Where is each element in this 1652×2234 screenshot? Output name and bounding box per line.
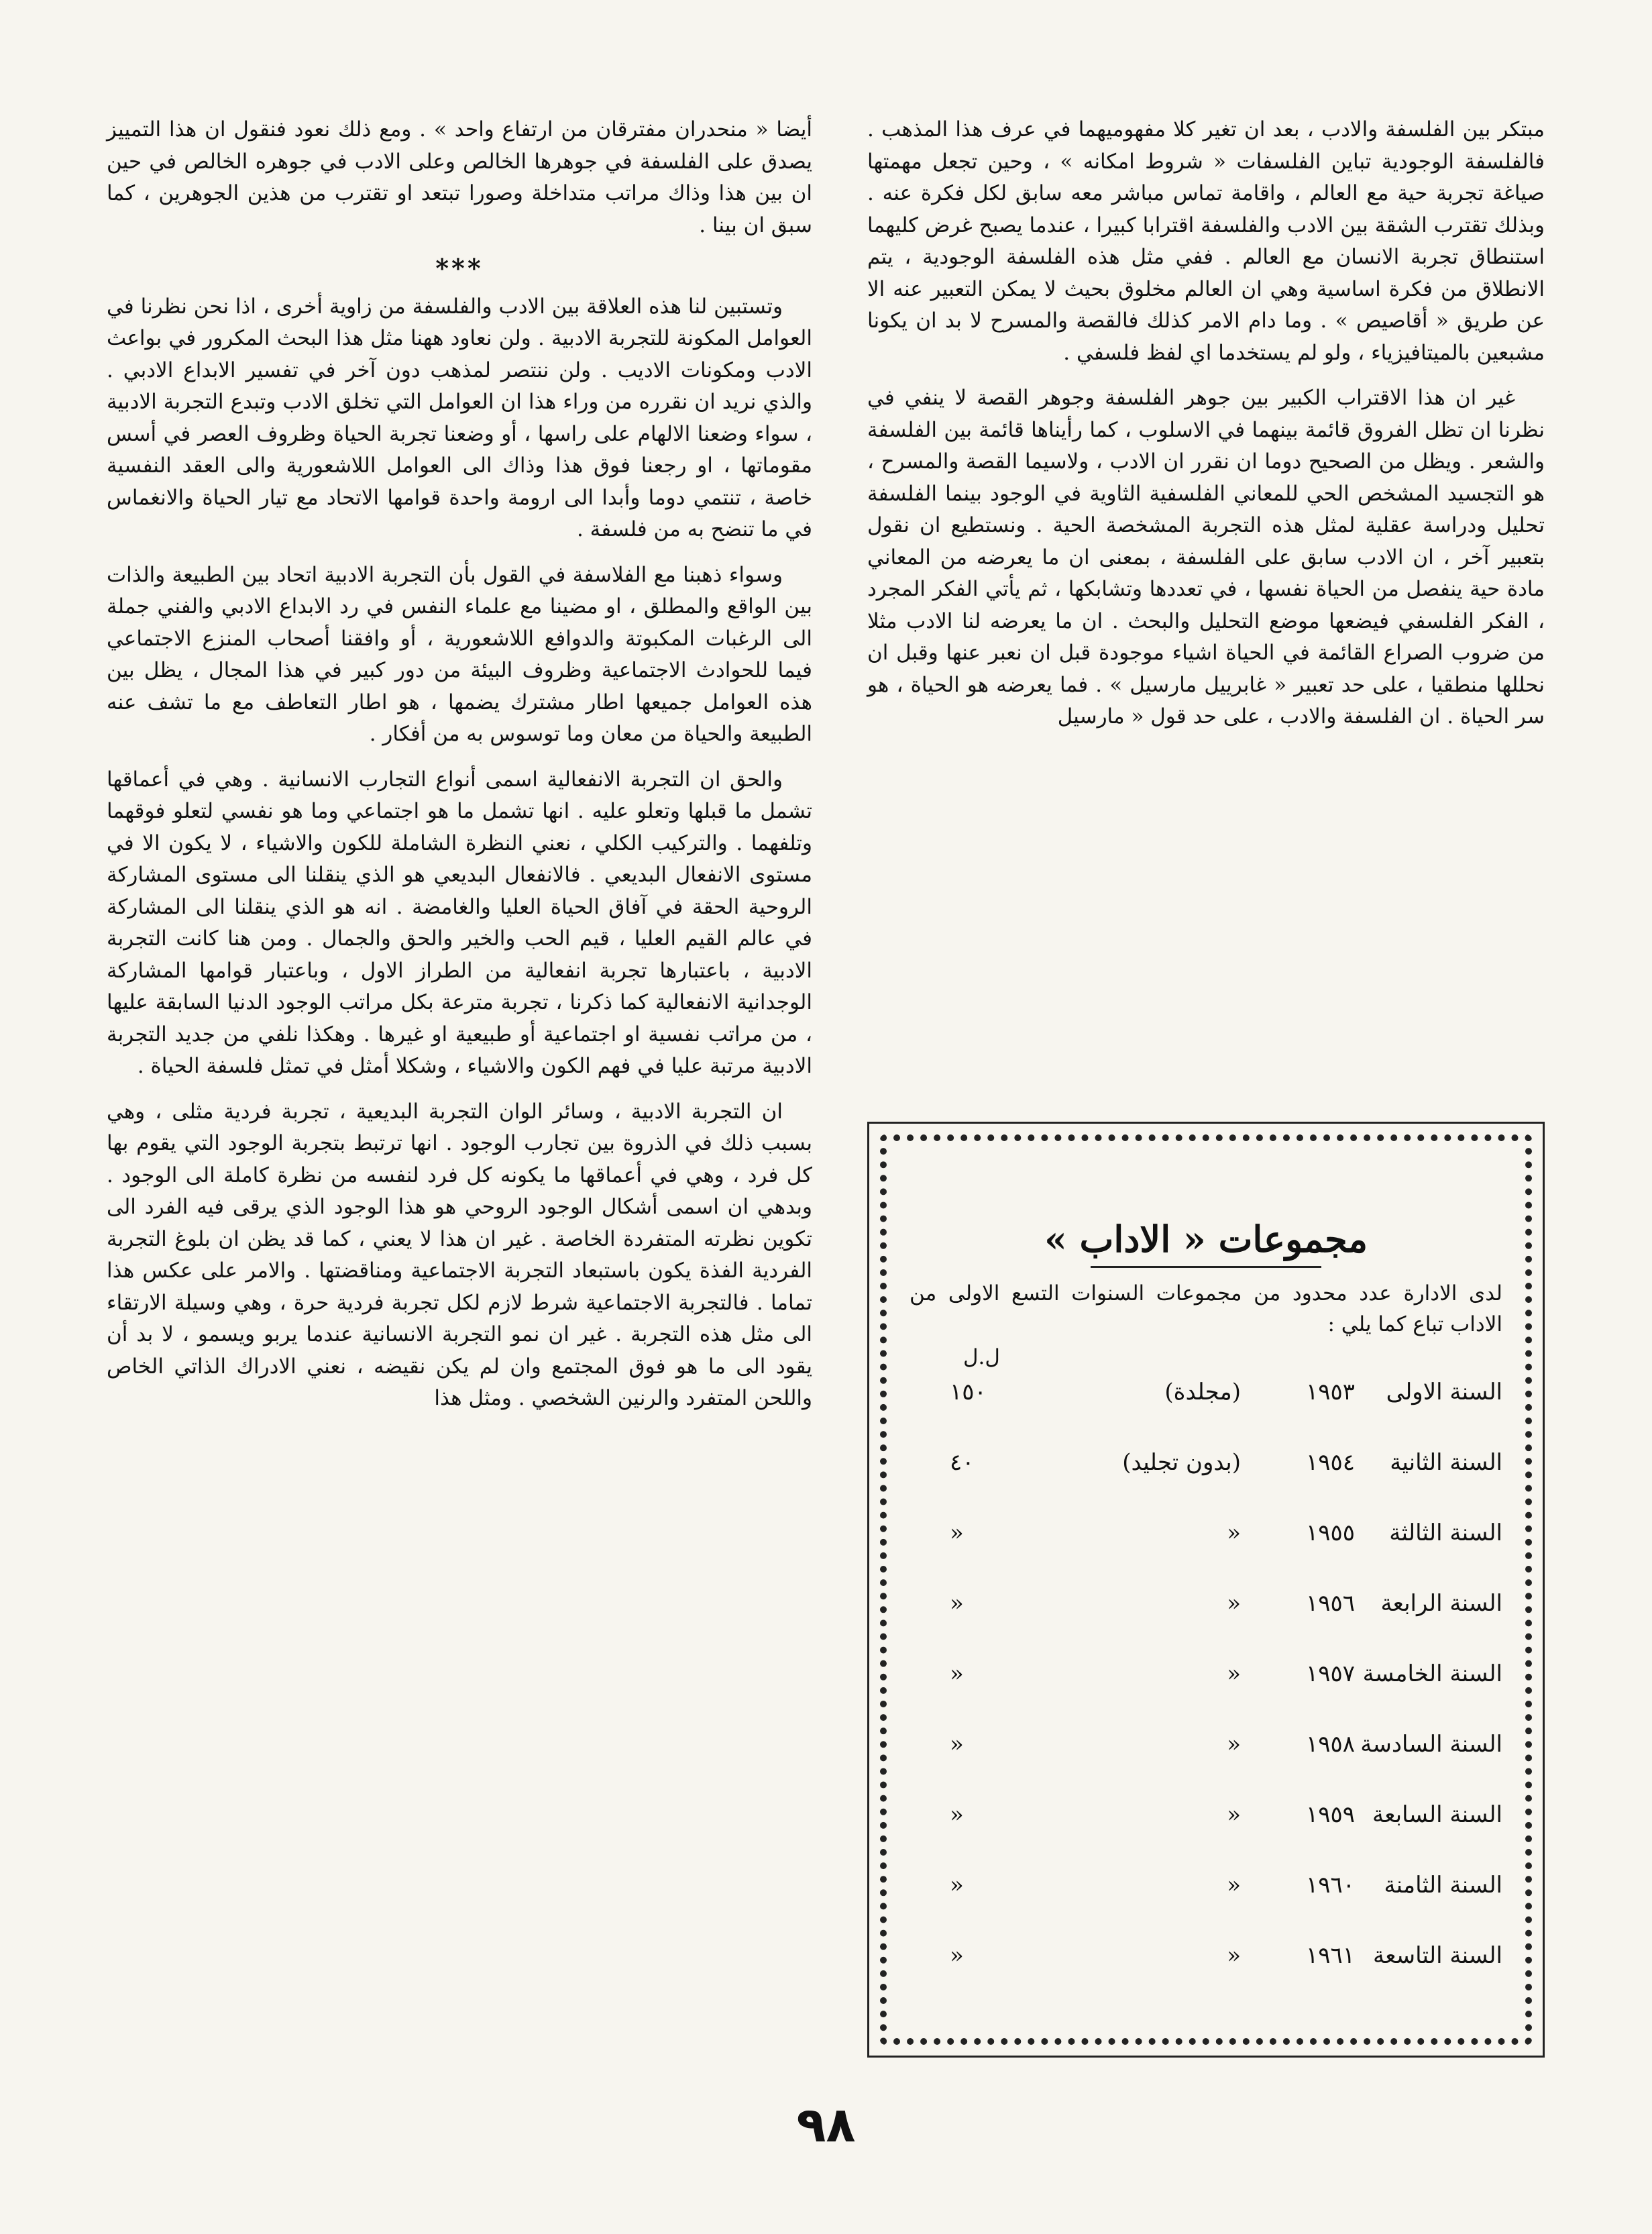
price: « — [950, 1520, 964, 1546]
price-row — [923, 1654, 1502, 1694]
year-number: ١٩٥٤ — [1305, 1449, 1355, 1476]
collections-ad-box — [867, 1122, 1545, 2058]
price-row — [923, 1513, 1502, 1553]
left-paragraph: وتستبين لنا هذه العلاقة بين الادب والفلسفة من زاوية أخرى ، اذا نحن نظرنا في العوامل المكونة للتجربة الادبية . ولن نعاود ههنا مثل هذا البحث المكرور في بواعث الادب ومكونات الاديب . ولن ننتصر لمذهب دون آخر في تفسير الابداع الادبي . والذي نريد ان نقرره من وراء هذا ان العوامل التي تخلق الادب وتبدع التجربة الادبية ، سواء وضعنا الالهام على راسها ، أو وضعنا تجربة الحياة وظروف العصر في أسس مقوماتها ، او رجعنا فوق هذا وذاك الى العوامل اللاشعورية والى العقد النفسية خاصة ، تنتمي دوما وأبدا الى ارومة واحدة قوامها الاتحاد مع تيار الحياة والانغماس في ما تنضح به من فلسفة . — [107, 294, 812, 541]
year-label: السنة السابعة — [1372, 1801, 1502, 1828]
binding-note: (مجلدة) — [1164, 1379, 1241, 1405]
binding-note: « — [1227, 1801, 1241, 1828]
year-label: السنة الثالثة — [1389, 1520, 1502, 1546]
price-row — [923, 1935, 1502, 1976]
binding-note: « — [1227, 1872, 1241, 1899]
binding-note: (بدون تجليد) — [1122, 1449, 1241, 1476]
binding-note: « — [1227, 1590, 1241, 1617]
price-row — [923, 1724, 1502, 1764]
left-paragraph: وسواء ذهبنا مع الفلاسفة في القول بأن التجربة الادبية اتحاد بين الطبيعة والذات بين الواقع والمطلق ، او مضينا مع علماء النفس في رد الابداع الادبي والفني جملة الى الرغبات المكبوتة والدوافع اللاشعورية ، أو وافقنا أصحاب المنزع الاجتماعي فيما للحوادث الاجتماعية وظروف البيئة من دور كبير في هذا المجال ، يظل بين هذه العوامل جميعها اطار مشترك يضمها ، هو اطار التعاطف مع ما تشف عنه الطبيعة والحياة من معان وما توسوس به من أفكار . — [107, 562, 812, 746]
left-opening-paragraph: أيضا « منحدران مفترقان من ارتفاع واحد » . ومع ذلك نعود فنقول ان هذا التمييز يصدق على الفلسفة في جوهرها الخالص وعلى الادب في جوهره الخالص في حين ان بين هذا وذاك مراتب متداخلة وصورا تبتعد او تقترب من هذين الجوهرين ، كما سبق ان بينا . — [107, 117, 812, 237]
right-paragraph: مبتكر بين الفلسفة والادب ، بعد ان تغير كلا مفهوميهما في عرف هذا المذهب . فالفلسفة الوجودية تباين الفلسفات « شروط امكانه » ، وحين تجعل مهمتها صياغة تجربة حية مع العالم ، واقامة تماس مباشر معه سابق لكل فكرة عنه . وبذلك تقترب الشقة بين الادب والفلسفة اقترابا كبيرا ، عندما يصبح غرض كليهما استنطاق تجربة الانسان مع العالم . ففي مثل هذه الفلسفة الوجودية ، يتم الانطلاق من فكرة اساسية وهي ان العالم مخلوق بحيث لا يمكن التعبير عنه الا عن طريق « أقاصيص » . وما دام الامر كذلك فالقصة والمسرح لا بد ان يكونا مشبعين بالميتافيزياء ، ولو لم يستخدما اي لفظ فلسفي . — [867, 117, 1545, 365]
left-paragraph: ان التجربة الادبية ، وسائر الوان التجربة البديعية ، تجربة فردية مثلى ، وهي بسبب ذلك في الذروة بين تجارب الوجود . انها ترتبط بتجربة الوجود التي يقوم بها كل فرد ، وهي في أعماقها ما يكونه كل فرد لنفسه من نظرة كاملة الى الوجود . وبدهي ان اسمى أشكال الوجود الروحي هو هذا الوجود الذي يرقى فيه الفرد الى تكوين نظرته المتفردة الخاصة . غير ان هذا لا يعني ، كما قد يظن ان بلوغ التجربة الفردية الفذة يكون باستبعاد التجربة الاجتماعية ومناقضتها . والامر على عكس هذا تماما . فالتجربة الاجتماعية شرط لازم لكل تجربة فردية حرة ، وهي وسيلة الارتقاء الى مثل هذه التجربة . غير ان نمو التجربة الانسانية عندما يربو ويسمو ، لا بد أن يقود الى ما هو فوق المجتمع وان لم يكن نقيضه ، نعني الادراك الذاتي الخاص واللحن المتفرد والرنين الشخصي . ومثل هذا — [107, 1099, 812, 1410]
year-label: السنة الثامنة — [1384, 1872, 1502, 1899]
page-number: ٩٨ — [796, 2096, 856, 2153]
price: ٤٠ — [950, 1449, 975, 1476]
year-number: ١٩٥٣ — [1305, 1379, 1355, 1405]
year-label: السنة الثانية — [1390, 1449, 1502, 1476]
year-number: ١٩٥٦ — [1305, 1590, 1355, 1617]
year-label: السنة الرابعة — [1380, 1590, 1502, 1617]
year-number: ١٩٥٨ — [1305, 1731, 1355, 1758]
year-number: ١٩٦٠ — [1305, 1872, 1355, 1899]
price: « — [950, 1942, 964, 1969]
price: ١٥٠ — [950, 1379, 987, 1405]
price-row — [923, 1442, 1502, 1483]
price-row — [923, 1865, 1502, 1905]
year-label: السنة الاولى — [1386, 1379, 1502, 1405]
binding-note: « — [1227, 1660, 1241, 1687]
year-number: ١٩٦١ — [1305, 1942, 1355, 1969]
left-paragraph: والحق ان التجربة الانفعالية اسمى أنواع التجارب الانسانية . وهي في أعماقها تشمل ما قبلها وتعلو عليه . انها تشمل ما هو اجتماعي وما هو نفسي لتعلو فوقهما وتلفهما . والتركيب الكلي ، نعني النظرة الشاملة للكون والاشياء ، لا يكون الا في مستوى الانفعال البديعي . فالانفعال البديعي هو الذي ينقلنا الى مستوى المشاركة الروحية الحقة في آفاق الحياة العليا والغامضة . انه هو الذي ينقلنا الى المشاركة في عالم القيم العليا ، قيم الحب والخير والحق والجمال . ومن هنا كانت التجربة الادبية ، باعتبارها تجربة انفعالية من الطراز الاول ، وباعتبار قوامها المشاركة الوجدانية الانفعالية كما ذكرنا ، تجربة مترعة بكل مراتب الوجود الدنيا السابقة عليها ، من مراتب نفسية او اجتماعية أو طبيعية او غيرها . وهكذا نلفي من جديد التجربة الادبية مرتبة عليا في فهم الكون والاشياء ، وشكلا أمثل في تمثل فلسفة الحياة . — [107, 767, 812, 1078]
binding-note: « — [1227, 1942, 1241, 1969]
year-number: ١٩٥٥ — [1305, 1520, 1355, 1546]
year-number: ١٩٥٩ — [1305, 1801, 1355, 1828]
year-label: السنة الخامسة — [1362, 1660, 1502, 1687]
right-column — [867, 114, 1545, 747]
left-column — [107, 114, 812, 1428]
right-paragraph: غير ان هذا الاقتراب الكبير بين جوهر الفلسفة وجوهر القصة لا ينفي في نظرنا ان تظل الفروق قائمة بينهما في الاسلوب ، كما رأيناها قائمة بين الفلسفة والشعر . ويظل من الصحيح دوما ان نقرر ان الادب ، ولاسيما القصة والمسرح ، هو التجسيد المشخص الحي للمعاني الفلسفية الثاوية في الوجود بينما الفلسفة تحليل ودراسة عقلية لمثل هذه التجربة المشخصة الحية . ونستطيع ان نقول بتعبير آخر ، ان الادب سابق على الفلسفة ، بمعنى ان ما يعرضه من المعاني مادة حية ينفصل من الحياة نفسها ، في تعددها وتشابكها ، ثم يأتي الفكر المجرد ، الفكر الفلسفي فيضعها موضع التحليل والبحث . ان ما يعرضه لنا الادب مثلا من ضروب الصراع القائمة في الحياة اشياء موجودة قبل ان نعبر عنها وقبل ان نحللها منطقيا ، على حد تعبير « غابرييل مارسيل » . فما يعرضه هو الحياة ، هو سر الحياة . ان الفلسفة والادب ، على حد قول « مارسيل — [867, 386, 1545, 729]
section-separator: *** — [435, 253, 484, 283]
price-row — [923, 1583, 1502, 1624]
ad-title: مجموعات « الاداب » — [1044, 1218, 1368, 1261]
binding-note: « — [1227, 1520, 1241, 1546]
year-number: ١٩٥٧ — [1305, 1660, 1355, 1687]
price: « — [950, 1660, 964, 1687]
price: « — [950, 1801, 964, 1828]
price-row — [923, 1372, 1502, 1412]
ad-intro: لدى الادارة عدد محدود من مجموعات السنوات التسع الاولى من الاداب تباع كما يلي : — [910, 1281, 1502, 1336]
currency-label: ل.ل — [963, 1345, 1000, 1369]
price: « — [950, 1590, 964, 1617]
binding-note: « — [1227, 1731, 1241, 1758]
year-label: السنة التاسعة — [1373, 1942, 1502, 1969]
title-underline — [1091, 1266, 1321, 1268]
year-label: السنة السادسة — [1360, 1731, 1502, 1758]
price: « — [950, 1731, 964, 1758]
price-row — [923, 1795, 1502, 1835]
price: « — [950, 1872, 964, 1899]
